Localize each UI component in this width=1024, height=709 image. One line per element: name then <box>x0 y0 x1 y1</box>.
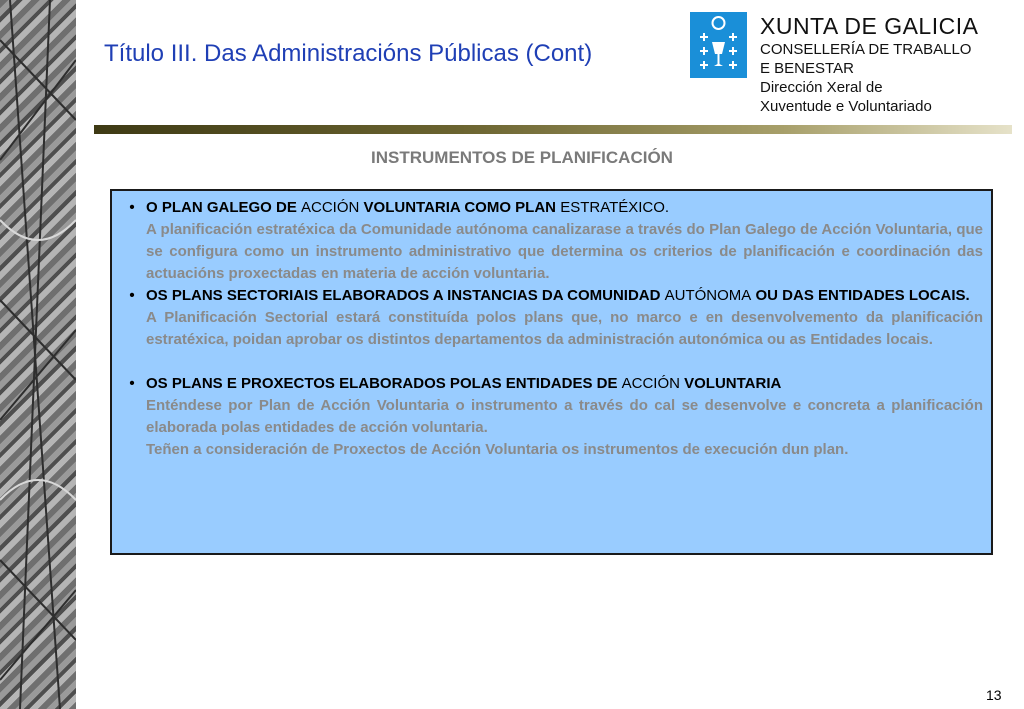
spacer <box>118 351 983 373</box>
bullet-text: Teñen a consideración de Proxectos de Acción Voluntaria os instrumentos de execución dun plan. <box>146 441 849 458</box>
content-box <box>110 189 993 555</box>
org-name: XUNTA DE GALICIA <box>760 13 979 39</box>
slide-title: Título III. Das Administracións Públicas (Cont) <box>104 40 593 67</box>
list-item <box>118 285 983 351</box>
bullet-text: A Planificación Sectorial estará constituída polos plans que, no marco e en desenvolvemento da planificación estratéxica, poidan aprobar os distintos departamentos da administración autonómica ou as Entidades locais. <box>146 309 983 348</box>
bullet-marker: • <box>129 199 135 216</box>
bullet-title: O PLAN GALEGO DE ACCIÓN VOLUNTARIA COMO PLAN ESTRATÉXICO. <box>146 199 670 216</box>
section-heading: INSTRUMENTOS DE PLANIFICACIÓN <box>371 148 673 167</box>
page-number: 13 <box>986 687 1002 703</box>
organization-block <box>760 12 978 116</box>
org-line: Dirección Xeral de <box>760 79 883 96</box>
coat-of-arms-icon <box>690 12 747 78</box>
org-line: Xuventude e Voluntariado <box>760 98 932 115</box>
list-item <box>118 373 983 461</box>
org-line: E BENESTAR <box>760 60 854 77</box>
bullet-marker: • <box>129 287 135 304</box>
xunta-logo <box>690 12 747 78</box>
decorative-side-strip <box>0 0 76 709</box>
list-item <box>118 197 983 285</box>
bullet-text: Enténdese por Plan de Acción Voluntaria o instrumento a través do cal se desenvolve e concreta a planificación elaborada polas entidades de acción voluntaria. <box>146 397 983 436</box>
header-divider <box>94 125 1012 134</box>
bullet-title: OS PLANS SECTORIAIS ELABORADOS A INSTANCIAS DA COMUNIDAD AUTÓNOMA OU DAS ENTIDADES LOCAIS. <box>146 287 970 304</box>
side-strip-pattern <box>0 0 76 709</box>
bullet-text: A planificación estratéxica da Comunidade autónoma canalizarase a través do Plan Galego de Acción Voluntaria, que se configura como un instrumento administrativo que determina os criterios de planificación e coordinación das actuacións proxectadas en materia de acción voluntaria. <box>146 221 983 282</box>
org-line: CONSELLERÍA DE TRABALLO <box>760 41 972 58</box>
bullet-marker: • <box>129 375 135 392</box>
bullet-title: OS PLANS E PROXECTOS ELABORADOS POLAS ENTIDADES DE ACCIÓN VOLUNTARIA <box>146 375 782 392</box>
